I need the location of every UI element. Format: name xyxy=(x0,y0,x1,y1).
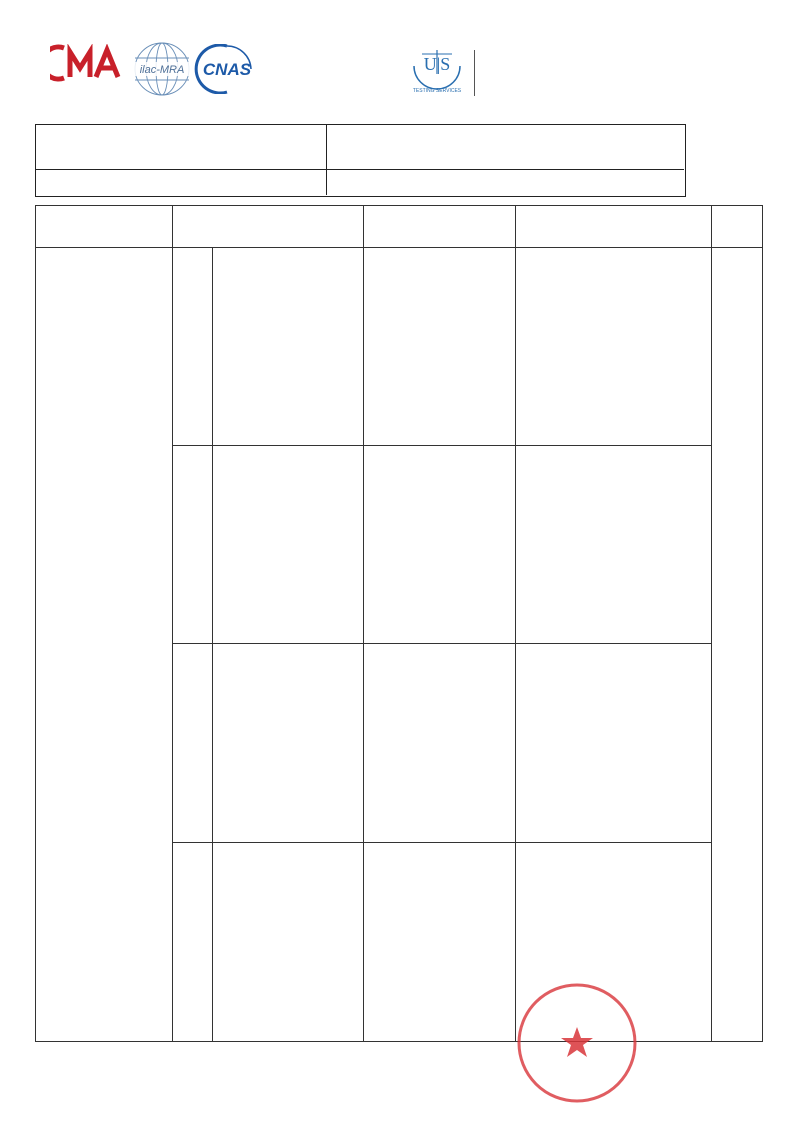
cma-logo-icon xyxy=(50,44,128,82)
logo-divider xyxy=(474,50,475,96)
svg-text:U|S: U|S xyxy=(423,54,451,74)
report-title xyxy=(36,125,327,170)
report-number xyxy=(36,170,327,195)
column-header-judgement xyxy=(711,205,763,247)
column-divider xyxy=(515,205,516,1042)
table-border-right xyxy=(762,205,763,1042)
table-border-top xyxy=(35,205,763,206)
table-border-left xyxy=(35,205,36,1042)
uts-logo-icon xyxy=(408,46,466,98)
table-header-divider xyxy=(35,247,763,248)
table-border-bottom xyxy=(35,1041,763,1042)
ilac-mra-logo-icon xyxy=(132,40,192,98)
row-divider xyxy=(172,445,711,446)
page-info xyxy=(327,170,684,195)
column-divider xyxy=(711,205,712,1042)
column-header-item xyxy=(35,205,172,247)
report-header-box xyxy=(35,124,686,197)
column-divider xyxy=(212,247,213,1042)
svg-text:CNAS: CNAS xyxy=(202,60,252,79)
anti-counterfeit-info xyxy=(327,125,684,170)
column-header-method xyxy=(172,205,363,247)
column-header-requirement xyxy=(363,205,515,247)
company-seal-icon xyxy=(514,980,640,1106)
svg-text:TESTING SERVICES: TESTING SERVICES xyxy=(412,88,462,94)
header-logos xyxy=(0,0,790,110)
row-divider xyxy=(172,643,711,644)
test-results-table xyxy=(35,205,763,1042)
row-divider xyxy=(172,842,711,843)
svg-text:ilac-MRA: ilac-MRA xyxy=(139,64,185,76)
column-divider xyxy=(172,205,173,1042)
cnas-logo-icon xyxy=(192,44,262,94)
column-header-result xyxy=(515,205,711,247)
column-divider xyxy=(363,205,364,1042)
